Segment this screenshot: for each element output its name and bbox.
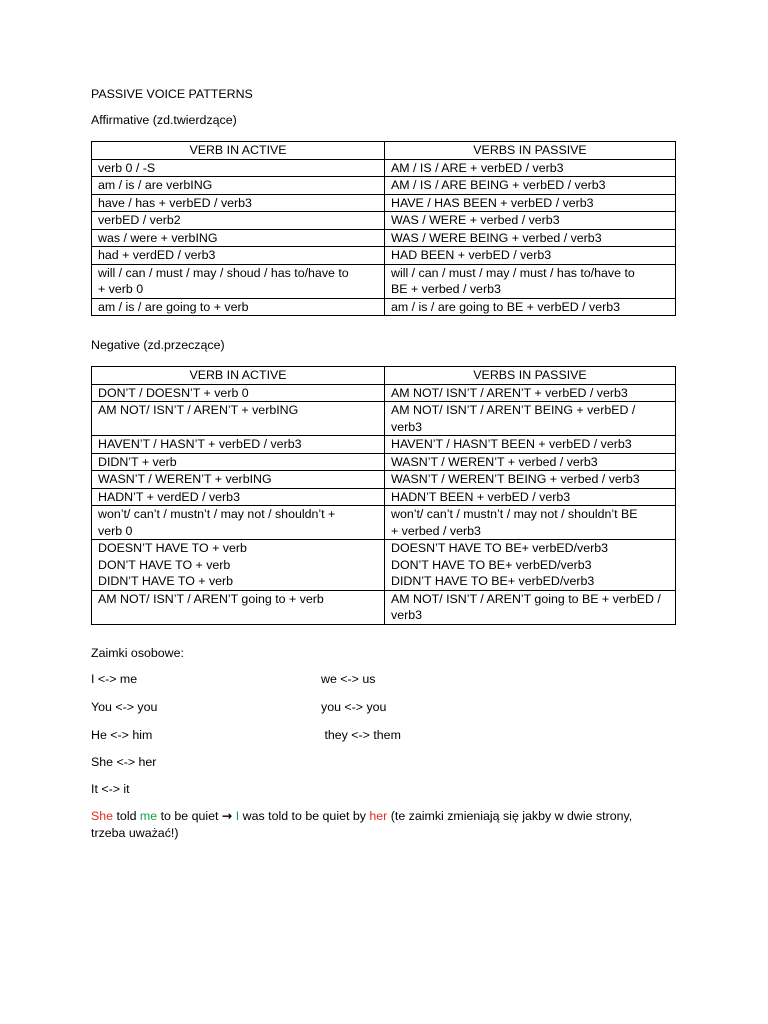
passive-cell [385,264,676,298]
cell-line: WAS / WERE BEING + verbed / verb3 [391,230,602,245]
header-verb-in-active: VERB IN ACTIVE [92,367,385,385]
active-cell [92,590,385,624]
table-header-row [92,142,676,160]
cell-line: verb 0 / -S [98,160,156,175]
cell-line: AM NOT/ ISN’T / AREN’T going to + verb [98,591,324,606]
passive-cell [385,159,676,177]
example-text: was told to be quiet by [239,809,370,823]
table-row [92,298,676,316]
pronoun-pair-right: we <-> us [321,672,376,686]
cell-line: will / can / must / may / must / has to/have to [391,265,635,280]
table-row [92,402,676,436]
cell-line: DIDN’T + verb [98,454,177,469]
active-cell [92,488,385,506]
table-row [92,247,676,265]
active-cell [92,540,385,591]
cell-line: + verbed / verb3 [391,523,481,538]
affirmative-heading: Affirmative (zd.twierdzące) [91,113,237,127]
cell-line: AM NOT/ ISN’T / AREN’T + verbING [98,403,299,417]
cell-line: HADN’T BEEN + verbED / verb3 [391,489,571,504]
passive-cell [385,453,676,471]
cell-line: DIDN’T HAVE TO + verb [98,574,234,588]
table-row [92,264,676,298]
cell-line: AM NOT/ ISN’T / AREN’T going to BE + verbED / [391,591,661,606]
cell-line: DOESN’T HAVE TO BE+ verbED/verb3 [391,541,609,555]
table-row [92,229,676,247]
cell-line: HAVE / HAS BEEN + verbED / verb3 [391,195,594,210]
table-header-row [92,367,676,385]
document-title: PASSIVE VOICE PATTERNS [91,87,253,101]
cell-line: AM / IS / ARE + verbED / verb3 [391,160,564,175]
pronoun-pair-right: they <-> them [321,728,401,742]
passive-cell [385,506,676,540]
passive-cell [385,488,676,506]
highlight-her: her [369,809,388,823]
negative-heading: Negative (zd.przeczące) [91,338,225,352]
table-row [92,384,676,402]
cell-line: WASN’T / WEREN’T + verbING [98,472,272,486]
pronoun-pair-left: It <-> it [91,782,130,796]
cell-line: DON’T / DOESN’T + verb 0 [98,385,249,400]
passive-cell [385,177,676,195]
cell-line: WASN’T / WEREN’T + verbed / verb3 [391,454,598,469]
active-cell [92,506,385,540]
cell-line: have / has + verbED / verb3 [98,195,252,210]
highlight-i: I [235,809,240,823]
cell-line: am / is / are going to BE + verbED / verb3 [391,299,620,314]
cell-line: am / is / are going to + verb [98,299,249,314]
cell-line: + verb 0 [98,282,144,296]
pronoun-pair-left: She <-> her [91,755,157,769]
active-cell [92,247,385,265]
header-verb-in-active: VERB IN ACTIVE [92,142,385,160]
passive-cell [385,212,676,230]
passive-cell [385,384,676,402]
table-row [92,436,676,454]
example-note: (te zaimki zmieniają się jakby w dwie strony, [387,809,633,823]
pronoun-pair-left: You <-> you [91,700,158,714]
cell-line: DIDN’T HAVE TO BE+ verbED/verb3 [391,574,595,588]
passive-cell [385,229,676,247]
pronoun-pair-left: I <-> me [91,672,138,686]
passive-cell [385,247,676,265]
cell-line: was / were + verbING [98,230,218,245]
cell-line: had + verdED / verb3 [98,248,216,262]
highlight-me: me [139,809,158,823]
active-cell [92,194,385,212]
passive-cell [385,540,676,591]
cell-line: DON’T HAVE TO + verb [98,557,231,572]
table-row [92,453,676,471]
cell-line: verb 0 [98,523,133,538]
cell-line: DOESN’T HAVE TO + verb [98,541,247,555]
example-line-2: trzeba uważać!) [91,825,179,840]
table-row [92,194,676,212]
table-row [92,177,676,195]
affirmative-table [91,141,676,316]
passive-cell [385,194,676,212]
active-cell [92,159,385,177]
negative-table [91,366,676,625]
table-row [92,540,676,591]
cell-line: won’t/ can’t / mustn’t / may not / shouldn’t BE [391,507,638,521]
passive-cell [385,298,676,316]
cell-line: DON’T HAVE TO BE+ verbED/verb3 [391,557,592,572]
cell-line: AM NOT/ ISN’T / AREN’T BEING + verbED / [391,403,636,417]
pronoun-pair-right: you <-> you [321,700,387,714]
passive-cell [385,590,676,624]
cell-line: am / is / are verbING [98,178,213,192]
cell-line: verbED / verb2 [98,213,181,227]
active-cell [92,177,385,195]
cell-line: HADN’T + verdED / verb3 [98,489,240,504]
cell-line: will / can / must / may / shoud / has to/have to [98,265,349,280]
header-verbs-in-passive: VERBS IN PASSIVE [385,142,676,160]
right-arrow-icon: → [221,808,233,823]
highlight-she: She [91,809,114,823]
cell-line: HAVEN’T / HASN’T + verbED / verb3 [98,437,302,451]
active-cell [92,212,385,230]
passive-cell [385,402,676,436]
active-cell [92,229,385,247]
example-text: to be quiet [157,809,222,823]
active-cell [92,264,385,298]
cell-line: WASN’T / WEREN’T BEING + verbed / verb3 [391,472,640,486]
active-cell [92,471,385,489]
table-row [92,159,676,177]
cell-line: WAS / WERE + verbed / verb3 [391,213,560,227]
pronoun-pair-left: He <-> him [91,728,153,742]
pronouns-heading: Zaimki osobowe: [91,646,184,660]
cell-line: verb3 [391,419,422,434]
cell-line: won’t/ can’t / mustn’t / may not / shouldn’t + [98,507,336,521]
cell-line: AM / IS / ARE BEING + verbED / verb3 [391,178,606,192]
cell-line: HAD BEEN + verbED / verb3 [391,248,552,262]
header-verbs-in-passive: VERBS IN PASSIVE [385,367,676,385]
example-paragraph [91,808,681,841]
table-row [92,590,676,624]
cell-line: AM NOT/ ISN’T / AREN’T + verbED / verb3 [391,385,628,400]
passive-cell [385,471,676,489]
active-cell [92,298,385,316]
active-cell [92,384,385,402]
active-cell [92,453,385,471]
table-row [92,471,676,489]
table-row [92,488,676,506]
cell-line: HAVEN’T / HASN’T BEEN + verbED / verb3 [391,437,632,451]
example-line-1 [91,808,681,825]
cell-line: BE + verbed / verb3 [391,282,501,296]
passive-cell [385,436,676,454]
table-row [92,212,676,230]
table-row [92,506,676,540]
active-cell [92,436,385,454]
example-text: told [113,809,140,823]
active-cell [92,402,385,436]
cell-line: verb3 [391,608,422,622]
